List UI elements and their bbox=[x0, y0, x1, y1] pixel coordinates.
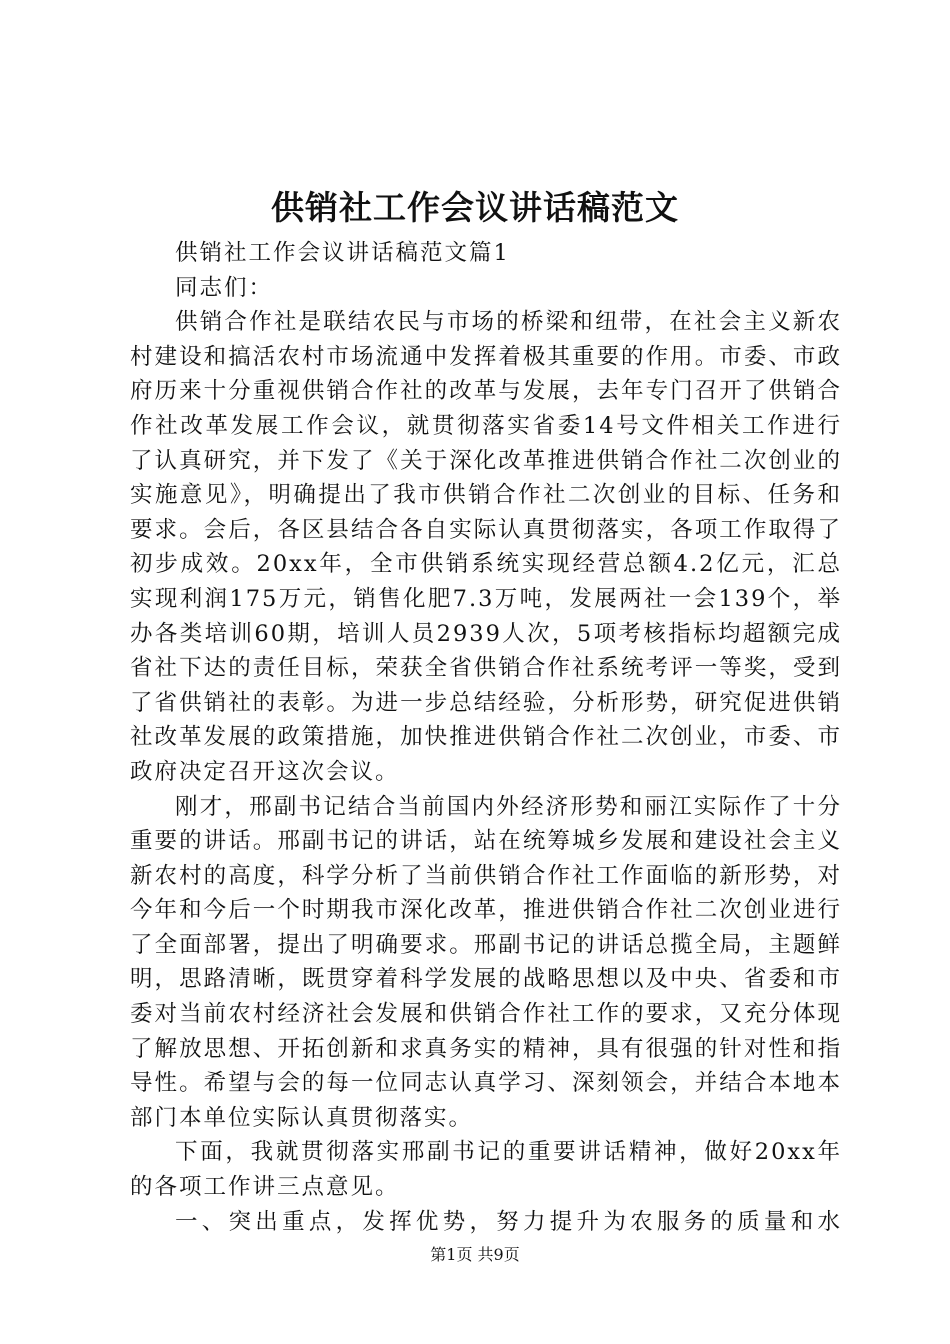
paragraph: 供销合作社是联结农民与市场的桥梁和纽带，在社会主义新农村建设和搞活农村市场流通中发挥着极其重要的作用。市委、市政府历来十分重视供销合作社的改革与发展，去年专门召开了供销合作社改革发展工作会议，就贯彻落实省委14号文件相关工作进行了认真研究，并下发了《关于深化改革推进供销合作社二次创业的实施意见》，明确提出了我市供销合作社二次创业的目标、任务和要求。会后，各区县结合各自实际认真贯彻落实，各项工作取得了初步成效。20xx年，全市供销系统实现经营总额4.2亿元，汇总实现利润175万元，销售化肥7.3万吨，发展两社一会139个，举办各类培训60期，培训人员2939人次，5项考核指标均超额完成省社下达的责任目标，荣获全省供销合作社系统考评一等奖，受到了省供销社的表彰。为进一步总结经验，分析形势，研究促进供销社改革发展的政策措施，加快推进供销合作社二次创业，市委、市政府决定召开这次会议。 bbox=[130, 309, 842, 785]
paragraph: 下面，我就贯彻落实邢副书记的重要讲话精神，做好20xx年的各项工作讲三点意见。 bbox=[130, 1139, 842, 1201]
paragraph: 刚才，邢副书记结合当前国内外经济形势和丽江实际作了十分重要的讲话。邢副书记的讲话，站在统筹城乡发展和建设社会主义新农村的高度，科学分析了当前供销合作社工作面临的新形势，对今年和今后一个时期我市深化改革，推进供销合作社二次创业进行了全面部署，提出了明确要求。邢副书记的讲话总揽全局，主题鲜明，思路清晰，既贯穿着科学发展的战略思想以及中央、省委和市委对当前农村经济社会发展和供销合作社工作的要求，又充分体现了解放思想、开拓创新和求真务实的精神，具有很强的针对性和指导性。希望与会的每一位同志认真学习、深刻领会，并结合本地本部门本单位实际认真贯彻落实。 bbox=[130, 793, 842, 1131]
salutation: 同志们： bbox=[175, 274, 274, 301]
paragraph-truncated: 一、突出重点，发挥优势，努力提升为农服务的质量和水 bbox=[175, 1208, 842, 1235]
document-body bbox=[130, 236, 842, 1239]
section-heading: 供销社工作会议讲话稿范文篇1 bbox=[175, 240, 510, 266]
page-number: 第1页 共9页 bbox=[430, 1245, 520, 1264]
document-title: 供销社工作会议讲话稿范文 bbox=[271, 188, 679, 227]
